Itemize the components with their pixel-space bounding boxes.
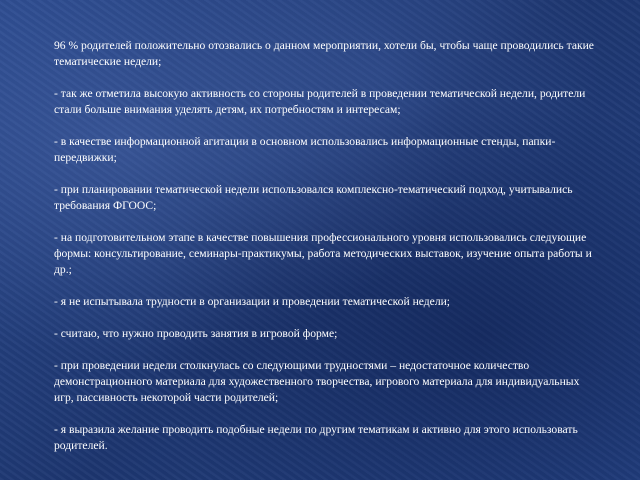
paragraph-parents-activity: - так же отметила высокую активность со стороны родителей в проведении тематической недели, родители стали больше внимания уделять детям, их потребностям и интересам;	[54, 87, 586, 116]
paragraph-planning-approach: - при планировании тематической недели использовался комплексно-тематический подход, учитывались требования ФГООС;	[54, 183, 573, 212]
slide-text-body	[54, 38, 594, 454]
paragraph-no-difficulties: - я не испытывала трудности в организации и проведении тематической недели;	[54, 295, 451, 308]
paragraph-future-weeks: - я выразила желание проводить подобные недели по другим тематикам и активно для этого использовать родителей.	[54, 423, 578, 452]
paragraph-preparation-forms: - на подготовительном этапе в качестве повышения профессионального уровня использовались следующие формы: консультирование, семинары-практикумы, работа методических выставок, изучение опыта работы и др.;	[54, 231, 592, 276]
paragraph-information-campaign: - в качестве информационной агитации в основном использовались информационные стенды, папки-передвижки;	[54, 135, 556, 164]
paragraph-difficulties: - при проведении недели столкнулась со следующими трудностями – недостаточное количество демонстрационного материала для художественного творчества, игрового материала для индивидуальных игр, пассивность некоторой части родителей;	[54, 359, 580, 404]
paragraph-game-form: - считаю, что нужно проводить занятия в игровой форме;	[54, 327, 338, 340]
paragraph-parents-feedback: 96 % родителей положительно отозвались о данном мероприятии, хотели бы, чтобы чаще проводились такие тематические недели;	[54, 39, 594, 68]
